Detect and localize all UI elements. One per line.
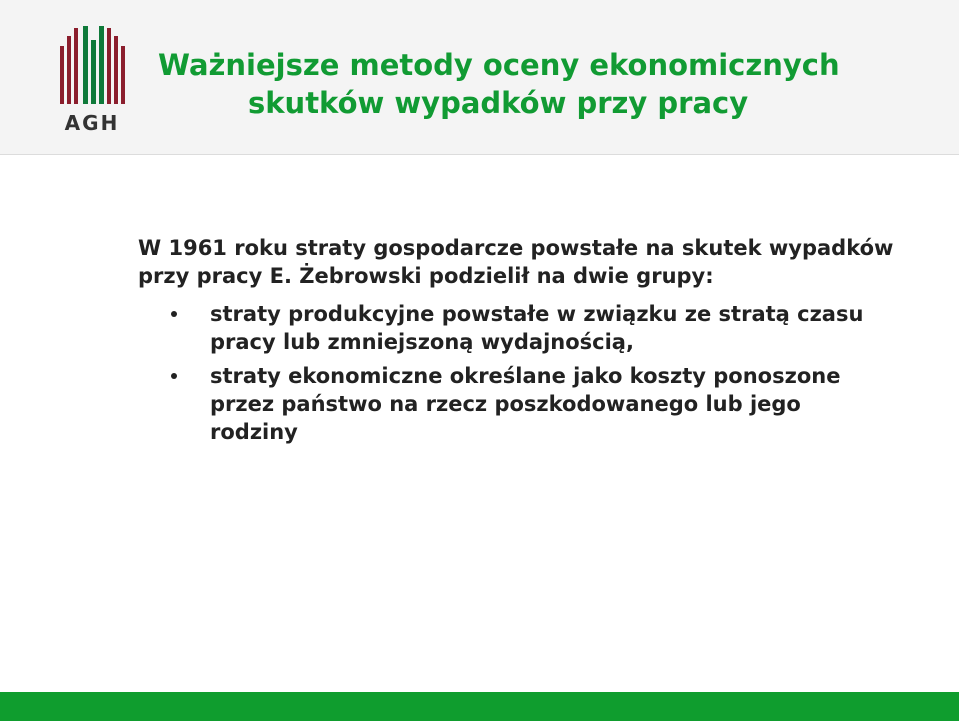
logo-text: AGH [64,111,120,135]
bullet-text: straty produkcyjne powstałe w związku ze stratą czasu pracy lub zmniejszoną wydajnością, [210,302,864,354]
bullet-icon [171,311,177,317]
title-line-2: skutków wypadków przy pracy [248,86,749,120]
page-title [158,46,948,122]
header-band [0,0,959,155]
intro-paragraph: W 1961 roku straty gospodarcze powstałe na skutek wypadków przy pracy E. Żebrowski podzielił na dwie grupy: [138,236,894,288]
content-body [138,234,938,452]
title-line-1: Ważniejsze metody oceny ekonomicznych [158,48,840,82]
bullet-icon [171,373,177,379]
footer-band [0,692,959,721]
bullet-list [138,300,938,446]
agh-logo [56,22,128,137]
list-item [138,300,870,356]
list-item [138,362,870,446]
bullet-text: straty ekonomiczne określane jako koszty ponoszone przez państwo na rzecz poszkodowanego lub jego rodziny [210,364,841,444]
